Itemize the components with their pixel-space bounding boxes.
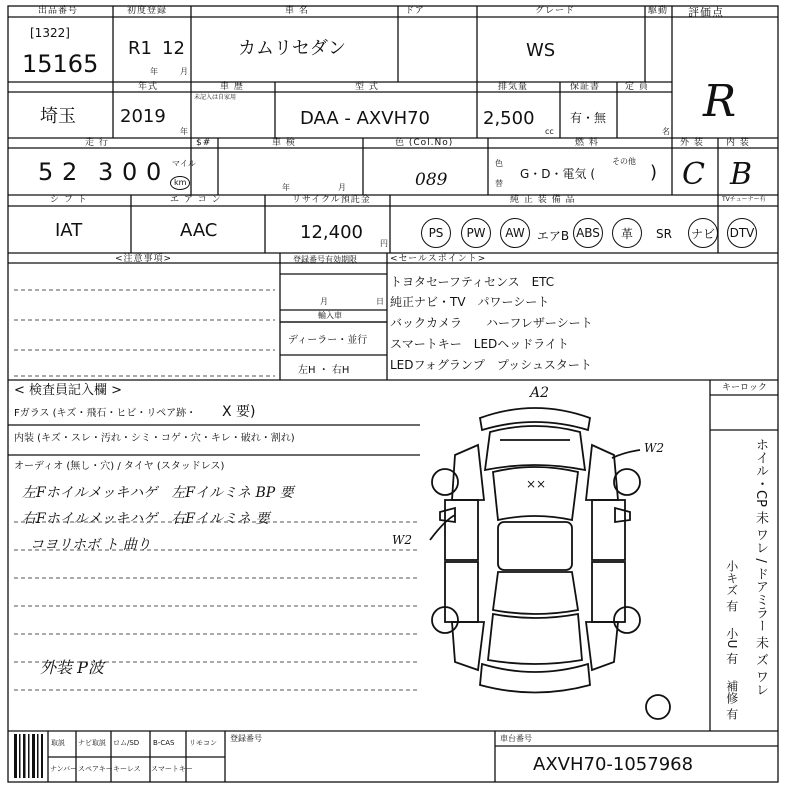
inspector-header: < 検査員記入欄 > xyxy=(14,383,123,398)
reg-no-header: 登録番号 xyxy=(230,734,262,743)
equip-abs: ABS xyxy=(573,218,603,248)
color-label: 色 xyxy=(495,159,503,168)
history-header: 車 歴 xyxy=(220,82,244,92)
odo-header: $# xyxy=(196,138,212,148)
model-year: 2019 xyxy=(120,106,166,127)
fuel-header: 燃 料 xyxy=(575,138,599,148)
repaint-label: 替 xyxy=(495,179,503,188)
score-value: R xyxy=(703,76,737,127)
barcode xyxy=(14,734,43,778)
inspection-header: 車 検 xyxy=(272,138,296,148)
interior-header: 内 装 xyxy=(726,138,750,148)
shift-value: IAT xyxy=(55,220,83,241)
recycle-value: 12,400 xyxy=(300,222,363,243)
shift-header: シ フ ト xyxy=(50,195,88,205)
region: 埼玉 xyxy=(40,106,76,127)
handwritten-note-1: 左Fホイルメッキハゲ 左Fイルミネ BP 要 xyxy=(22,485,294,501)
expiry-day: 日 xyxy=(376,297,384,306)
mileage-digit-2: 2 xyxy=(62,158,78,186)
model-name-header: 車 名 xyxy=(285,6,309,16)
label-number-plate: ナンバー xyxy=(50,765,78,773)
car-diagram xyxy=(430,408,670,719)
sales-point-4: スマートキー LEDヘッドライト xyxy=(390,337,569,351)
lot-number: 15165 xyxy=(22,50,99,78)
color-header: 色 (Col.No) xyxy=(395,138,454,148)
handwritten-note-4: 外装 P波 xyxy=(40,658,104,677)
sales-point-2: 純正ナビ・TV パワーシート xyxy=(390,295,550,309)
equip-aw: AW xyxy=(500,218,530,248)
chassis-header: 車台番号 xyxy=(500,734,532,743)
drive-header: 駆動 xyxy=(648,6,669,16)
model-code-header: 型 式 xyxy=(355,82,379,92)
mileage-digit-4: 0 xyxy=(122,158,138,186)
equip-leather: 革 xyxy=(612,218,642,248)
reg-expiry-header: 登録番号有効期限 xyxy=(293,255,357,264)
mileage-digit-1: 5 xyxy=(38,158,54,186)
mileage-digit-3: 3 xyxy=(98,158,114,186)
keylock-header: キーロック xyxy=(722,383,767,393)
mile-unit: マイル xyxy=(172,159,196,168)
grade-header: グレード xyxy=(535,6,576,16)
model-year-unit: 年 xyxy=(180,127,188,136)
mark-right: W2 xyxy=(644,441,664,455)
year-header: 年式 xyxy=(138,82,159,92)
capacity-unit: 名 xyxy=(662,127,670,136)
grade-value: WS xyxy=(526,40,556,61)
km-unit: km xyxy=(170,176,190,190)
mileage-header: 走 行 xyxy=(85,138,109,148)
aircon-value: AAC xyxy=(180,220,218,241)
legend-line-2: 小キズ 有 小U 有 補修 有 xyxy=(724,560,739,720)
notes-header: <注意事項> xyxy=(115,254,173,264)
interior-grade: B xyxy=(730,157,753,192)
doors-header: ドア xyxy=(405,6,425,16)
handwritten-note-2: 右Fホイルメッキハゲ 右Fイルミネ 要 xyxy=(22,511,270,527)
import-dealer: ディーラー・並行 xyxy=(288,335,368,346)
displacement-unit: cc xyxy=(545,127,554,136)
recycle-header: リサイクル預託金 xyxy=(292,195,371,205)
recycle-unit: 円 xyxy=(380,239,388,248)
label-navi-manual: ナビ取説 xyxy=(78,739,106,747)
sales-point-3: バックカメラ ハーフレザーシート xyxy=(390,316,593,330)
chassis-number: AXVH70-1057968 xyxy=(533,754,694,775)
legend-line-1: ホイル・CP 未 ワレ / ドアミラー 未 ズ ワレ xyxy=(752,438,768,697)
glass-row: Fガラス (キズ・飛石・ヒビ・リペア跡・ xyxy=(14,408,197,419)
label-rom-sd: ロム/SD xyxy=(113,739,140,747)
label-bcas: B-CAS xyxy=(153,739,175,747)
mark-front: A2 xyxy=(530,385,550,401)
mileage-digit-5: 0 xyxy=(146,158,162,186)
fuel-close: ) xyxy=(650,162,658,183)
year-unit: 年 xyxy=(150,67,158,76)
first-reg-header: 初度登録 xyxy=(127,6,168,16)
import-steering: 左H ・ 右H xyxy=(298,365,350,376)
audio-row: オーディオ (無し・穴) / タイヤ (スタッドレス) xyxy=(14,461,225,472)
expiry-month: 月 xyxy=(320,297,328,306)
sales-point-1: トヨタセーフティセンス ETC xyxy=(390,275,555,289)
month-unit: 月 xyxy=(180,67,188,76)
inspection-month-unit: 月 xyxy=(338,183,346,192)
interior-row: 内装 (キズ・スレ・汚れ・シミ・コゲ・穴・キレ・破れ・割れ) xyxy=(14,433,295,444)
label-keyless: キーレス xyxy=(113,765,141,773)
equip-pw: PW xyxy=(461,218,491,248)
label-smart-key: スマートキー xyxy=(151,765,193,773)
equip-sr: SR xyxy=(656,227,672,241)
inspection-year-unit: 年 xyxy=(282,183,290,192)
label-spare-key: スペアキー xyxy=(78,765,113,773)
equip-navi: ナビ xyxy=(688,218,718,248)
warranty-value: 有・無 xyxy=(570,111,607,125)
equip-dtv: DTV xyxy=(727,218,757,248)
lot-header: 出品番号 xyxy=(38,6,79,16)
label-manual: 取説 xyxy=(51,739,65,747)
fuel-other: その他 xyxy=(612,157,636,166)
history-note: 未記入は自家用 xyxy=(194,94,237,101)
handwritten-note-3: コヨリホボ ト 曲り xyxy=(30,537,151,553)
sales-point-5: LEDフォグランプ プッシュスタート xyxy=(390,358,592,372)
glass-mark: X 要) xyxy=(222,404,256,420)
lot-bracket: [1322] xyxy=(30,26,70,40)
displacement-value: 2,500 xyxy=(483,108,535,129)
exterior-grade: C xyxy=(682,157,705,192)
equip-ps: PS xyxy=(421,218,451,248)
aircon-header: エ ア コ ン xyxy=(170,195,222,205)
score-header: 評価点 xyxy=(688,6,724,19)
equip-airbag: エアB xyxy=(536,229,570,243)
model-code: DAA - AXVH70 xyxy=(300,108,431,129)
first-reg-month: 12 xyxy=(162,38,185,59)
label-remote: リモコン xyxy=(189,739,217,747)
capacity-header: 定 員 xyxy=(625,82,649,92)
tuner-header: TVチューナー有 xyxy=(722,196,766,203)
exterior-header: 外 装 xyxy=(680,138,704,148)
import-header: 輸入車 xyxy=(318,311,342,320)
warranty-header: 保証書 xyxy=(570,82,601,92)
color-code: 089 xyxy=(415,170,448,190)
equipment-header: 純 正 装 備 品 xyxy=(510,195,576,205)
mark-roof: ×× xyxy=(526,477,547,491)
mark-left: W2 xyxy=(392,533,412,547)
displacement-header: 排気量 xyxy=(498,82,529,92)
model-name: カムリセダン xyxy=(238,38,346,59)
sales-points-header: <セールスポイント> xyxy=(390,254,487,264)
first-reg-era: R1 xyxy=(128,38,152,59)
fuel-options: G・D・電気 ( xyxy=(520,167,596,181)
